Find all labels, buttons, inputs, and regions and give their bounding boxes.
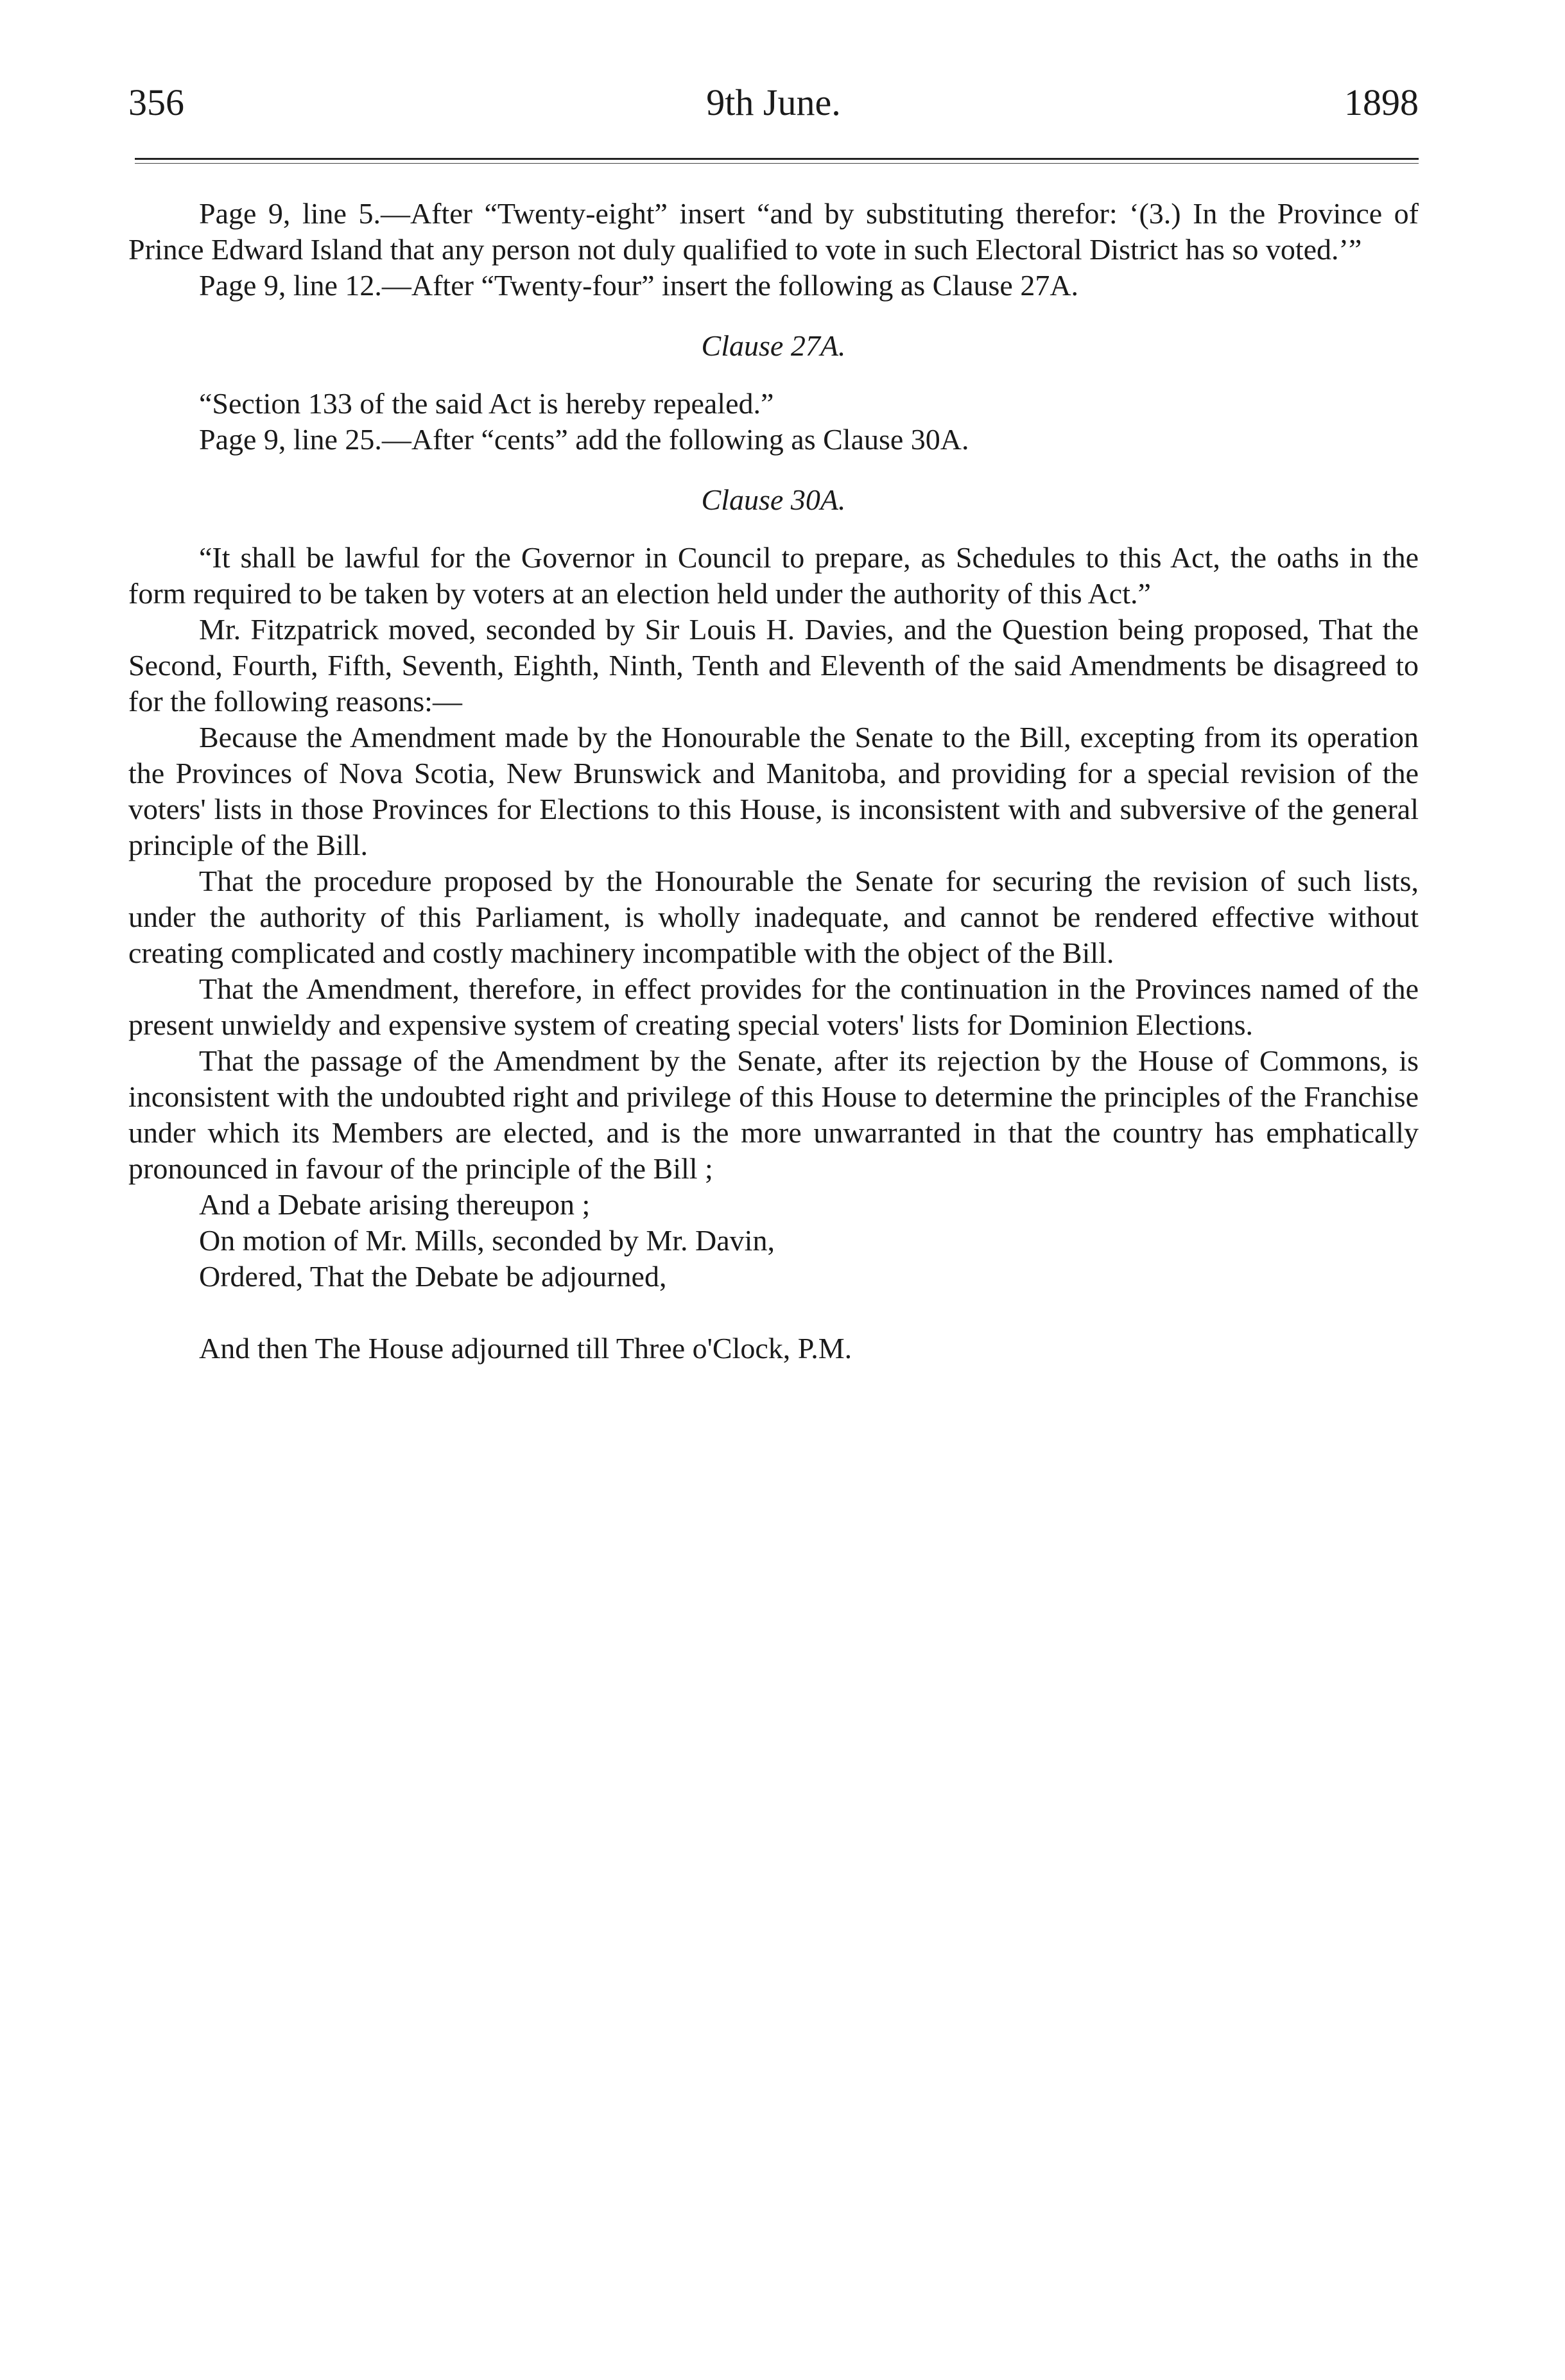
closing-line: And then The House adjourned till Three o'Clock, P.M. xyxy=(199,1332,852,1365)
motion-paragraph: Mr. Fitzpatrick moved, seconded by Sir Louis H. Davies, and the Question being proposed, That the Second, Fourth, Fifth, Seventh, Eighth, Ninth, Tenth and Eleventh of the said Amendments be disagreed to for the following reasons:— xyxy=(128,613,1419,718)
reason-paragraph: Because the Amendment made by the Honourable the Senate to the Bill, excepting from its operation the Provinces of Nova Scotia, New Brunswick and Manitoba, and providing for a special revision of the voters' lists in those Provinces for Elections to this House, is inconsistent with and subversive of the general principle of the Bill. xyxy=(128,721,1419,861)
amendment-paragraph: Page 9, line 12.—After “Twenty-four” insert the following as Clause 27A. xyxy=(199,269,1079,302)
reason-paragraph: That the procedure proposed by the Honourable the Senate for securing the revision of such lists, under the authority of this Parliament, is wholly inadequate, and cannot be rendered effective without creating complicated and costly machinery incompatible with the object of the Bill. xyxy=(128,865,1419,969)
proceedings-line: Ordered, That the Debate be adjourned, xyxy=(199,1260,667,1293)
proceedings-line: And a Debate arising thereupon ; xyxy=(199,1188,591,1221)
document-page xyxy=(128,71,1419,1367)
clause-text: “Section 133 of the said Act is hereby repealed.” xyxy=(199,387,774,420)
amendment-paragraph: Page 9, line 5.—After “Twenty-eight” insert “and by substituting therefor: ‘(3.) In the Province of Prince Edward Island that any person not duly qualified to vote in such Electoral District has so voted.’” xyxy=(128,197,1419,266)
amendment-paragraph: Page 9, line 25.—After “cents” add the following as Clause 30A. xyxy=(199,423,969,456)
clause-heading: Clause 30A. xyxy=(701,483,846,516)
header-date: 9th June. xyxy=(706,82,841,123)
clause-heading: Clause 27A. xyxy=(701,329,846,362)
page-number: 356 xyxy=(128,82,184,123)
clause-text: “It shall be lawful for the Governor in Council to prepare, as Schedules to this Act, the oaths in the form required to be taken by voters at an election held under the authority of this Act.” xyxy=(128,541,1419,610)
reason-paragraph: That the passage of the Amendment by the Senate, after its rejection by the House of Commons, is inconsistent with the undoubted right and privilege of this House to determine the principles of the Franchise under which its Members are elected, and is the more unwarranted in that the country has emphatically pronounced in favour of the principle of the Bill ; xyxy=(128,1044,1419,1185)
header-year: 1898 xyxy=(1344,82,1419,123)
page-header xyxy=(128,71,1419,135)
document-body xyxy=(128,196,1419,1367)
proceedings-line: On motion of Mr. Mills, seconded by Mr. Davin, xyxy=(199,1224,775,1257)
reason-paragraph: That the Amendment, therefore, in effect provides for the continuation in the Provinces named of the present unwieldy and expensive system of creating special voters' lists for Dominion Elections. xyxy=(128,972,1419,1041)
header-rule xyxy=(135,158,1419,164)
